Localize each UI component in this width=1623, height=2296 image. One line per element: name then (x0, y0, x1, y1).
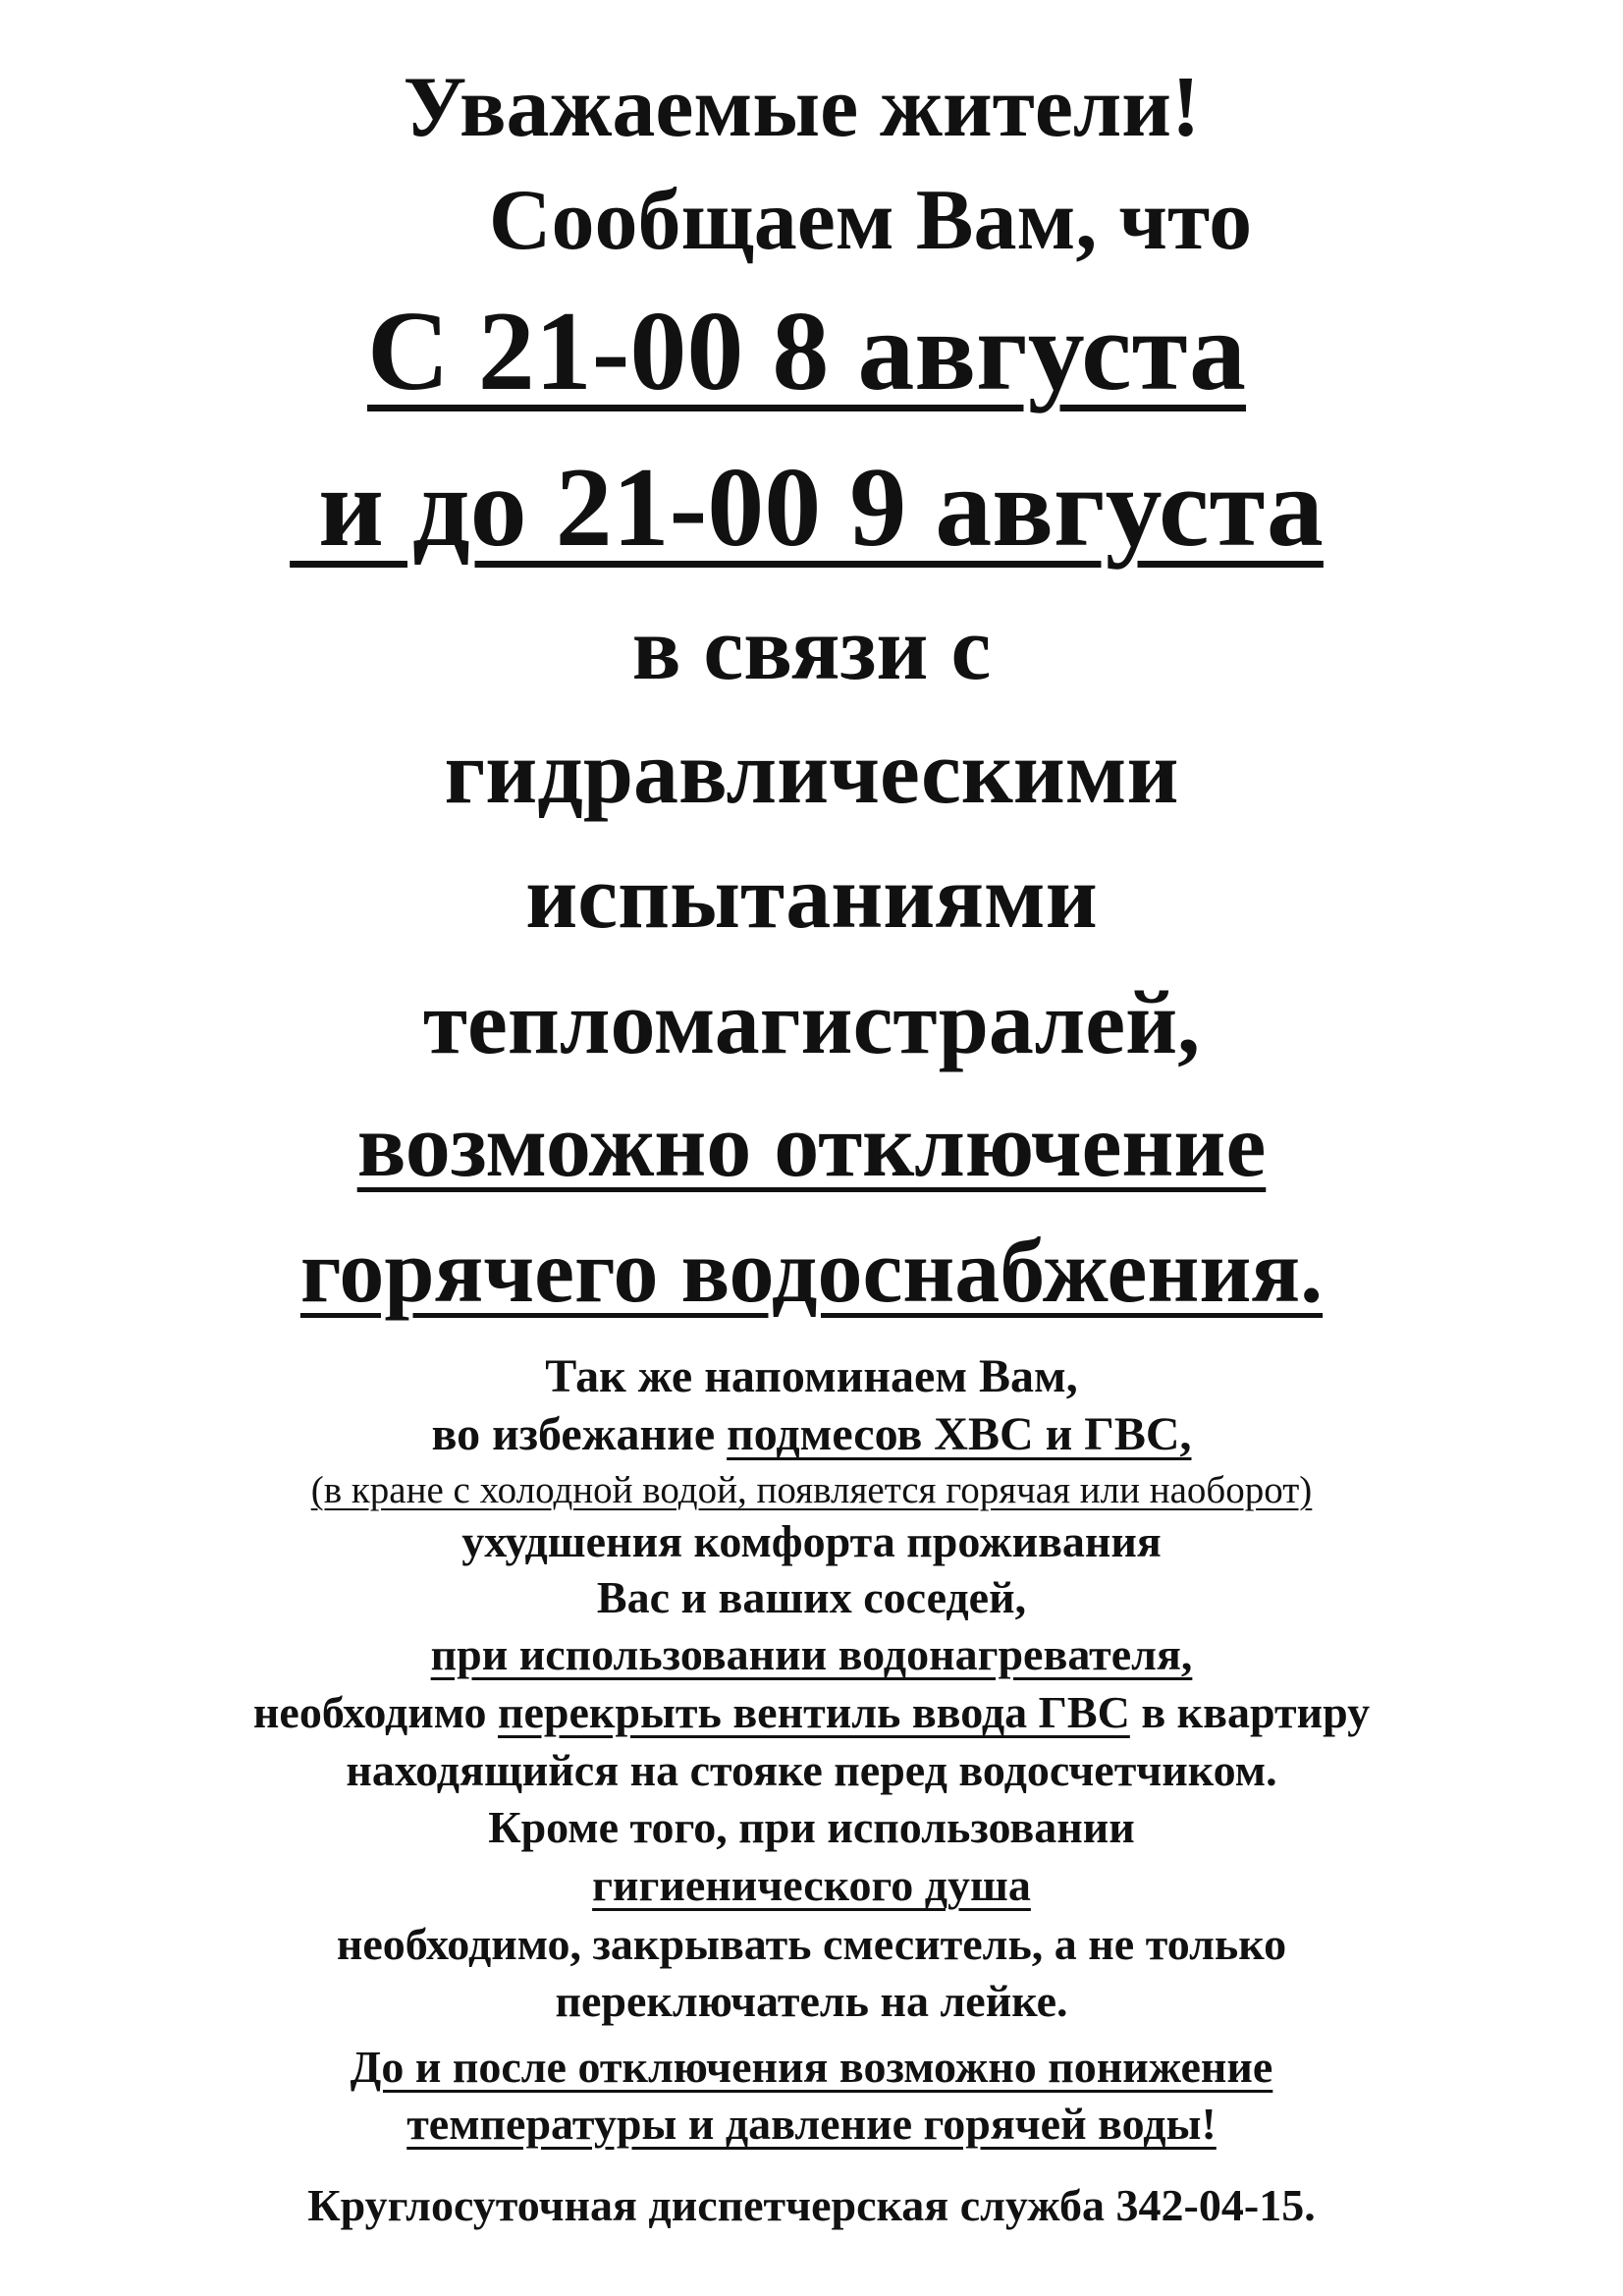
reminder-1-text: Так же напоминаем Вам, (545, 1350, 1078, 1402)
reason-line-4 (0, 972, 1623, 1072)
reason-line-2 (0, 722, 1623, 822)
outage-2-text: горячего водоснабжения. (299, 1221, 1324, 1321)
warning-1-text: До и после отключения возможно понижение (350, 2042, 1273, 2092)
reminder-3-text: (в кране с холодной водой, появляется горячая или наоборот) (310, 1469, 1313, 1511)
reason-3-text: испытаниями (525, 847, 1098, 947)
reminder-9-text: Кроме того, при использовании (488, 1802, 1135, 1852)
date-to (0, 445, 1618, 571)
date-from-text: С 21-00 8 августа (366, 289, 1247, 414)
reminder-11-text: необходимо, закрывать смеситель, а не только (336, 1919, 1287, 1969)
reminder-line-2 (0, 1408, 1623, 1460)
reminder-line-12 (0, 1976, 1623, 2026)
reason-4-text: тепломагистралей, (422, 972, 1201, 1072)
reminder-2-pre: во избежание (431, 1408, 728, 1460)
greeting-text: Уважаемые жители! (403, 60, 1201, 155)
reason-2-text: гидравлическими (444, 722, 1179, 822)
reminder-line-4 (0, 1516, 1623, 1566)
notice-intro (59, 173, 1623, 268)
outage-1-text: возможно отключение (356, 1095, 1267, 1195)
dispatch-footer (0, 2180, 1623, 2230)
reminder-12-text: переключатель на лейке. (555, 1976, 1068, 2026)
outage-line-2 (0, 1221, 1623, 1321)
reminder-line-10 (0, 1860, 1623, 1910)
reminder-5-text: Вас и ваших соседей, (596, 1572, 1027, 1622)
warning-line-1 (0, 2042, 1623, 2092)
reminder-line-5 (0, 1572, 1623, 1622)
reason-line-3 (0, 847, 1623, 947)
reminder-8-text: находящийся на стояке перед водосчетчиком. (346, 1745, 1277, 1795)
reminder-7-post: в квартиру (1129, 1687, 1371, 1737)
reminder-2-underlined: подмесов ХВС и ГВС, (727, 1408, 1192, 1460)
reason-line-1 (0, 598, 1623, 698)
reminder-line-11 (0, 1919, 1623, 1969)
notice-greeting (0, 60, 1613, 155)
reason-1-text: в связи с (631, 598, 992, 698)
reminder-7-pre: необходимо (252, 1687, 498, 1737)
date-from (0, 289, 1618, 414)
intro-text: Сообщаем Вам, что (488, 173, 1253, 268)
reminder-10-text: гигиенического душа (592, 1860, 1031, 1910)
reminder-4-text: ухудшения комфорта проживания (461, 1516, 1162, 1566)
date-to-text: и до 21-00 9 августа (290, 445, 1324, 571)
reminder-6-text: при использовании водонагревателя, (430, 1629, 1193, 1679)
reminder-line-9 (0, 1802, 1623, 1852)
reminder-7-underlined: перекрыть вентиль ввода ГВС (498, 1687, 1130, 1737)
warning-2-text: температуры и давление горячей воды! (406, 2099, 1217, 2149)
footer-text: Круглосуточная диспетчерская служба 342-04-15. (307, 2180, 1316, 2230)
reminder-line-3 (0, 1471, 1623, 1509)
reminder-line-6 (0, 1629, 1623, 1679)
outage-line-1 (0, 1095, 1623, 1195)
reminder-line-8 (0, 1745, 1623, 1795)
reminder-line-1 (0, 1350, 1623, 1402)
warning-line-2 (0, 2099, 1623, 2149)
reminder-line-7 (0, 1687, 1623, 1737)
